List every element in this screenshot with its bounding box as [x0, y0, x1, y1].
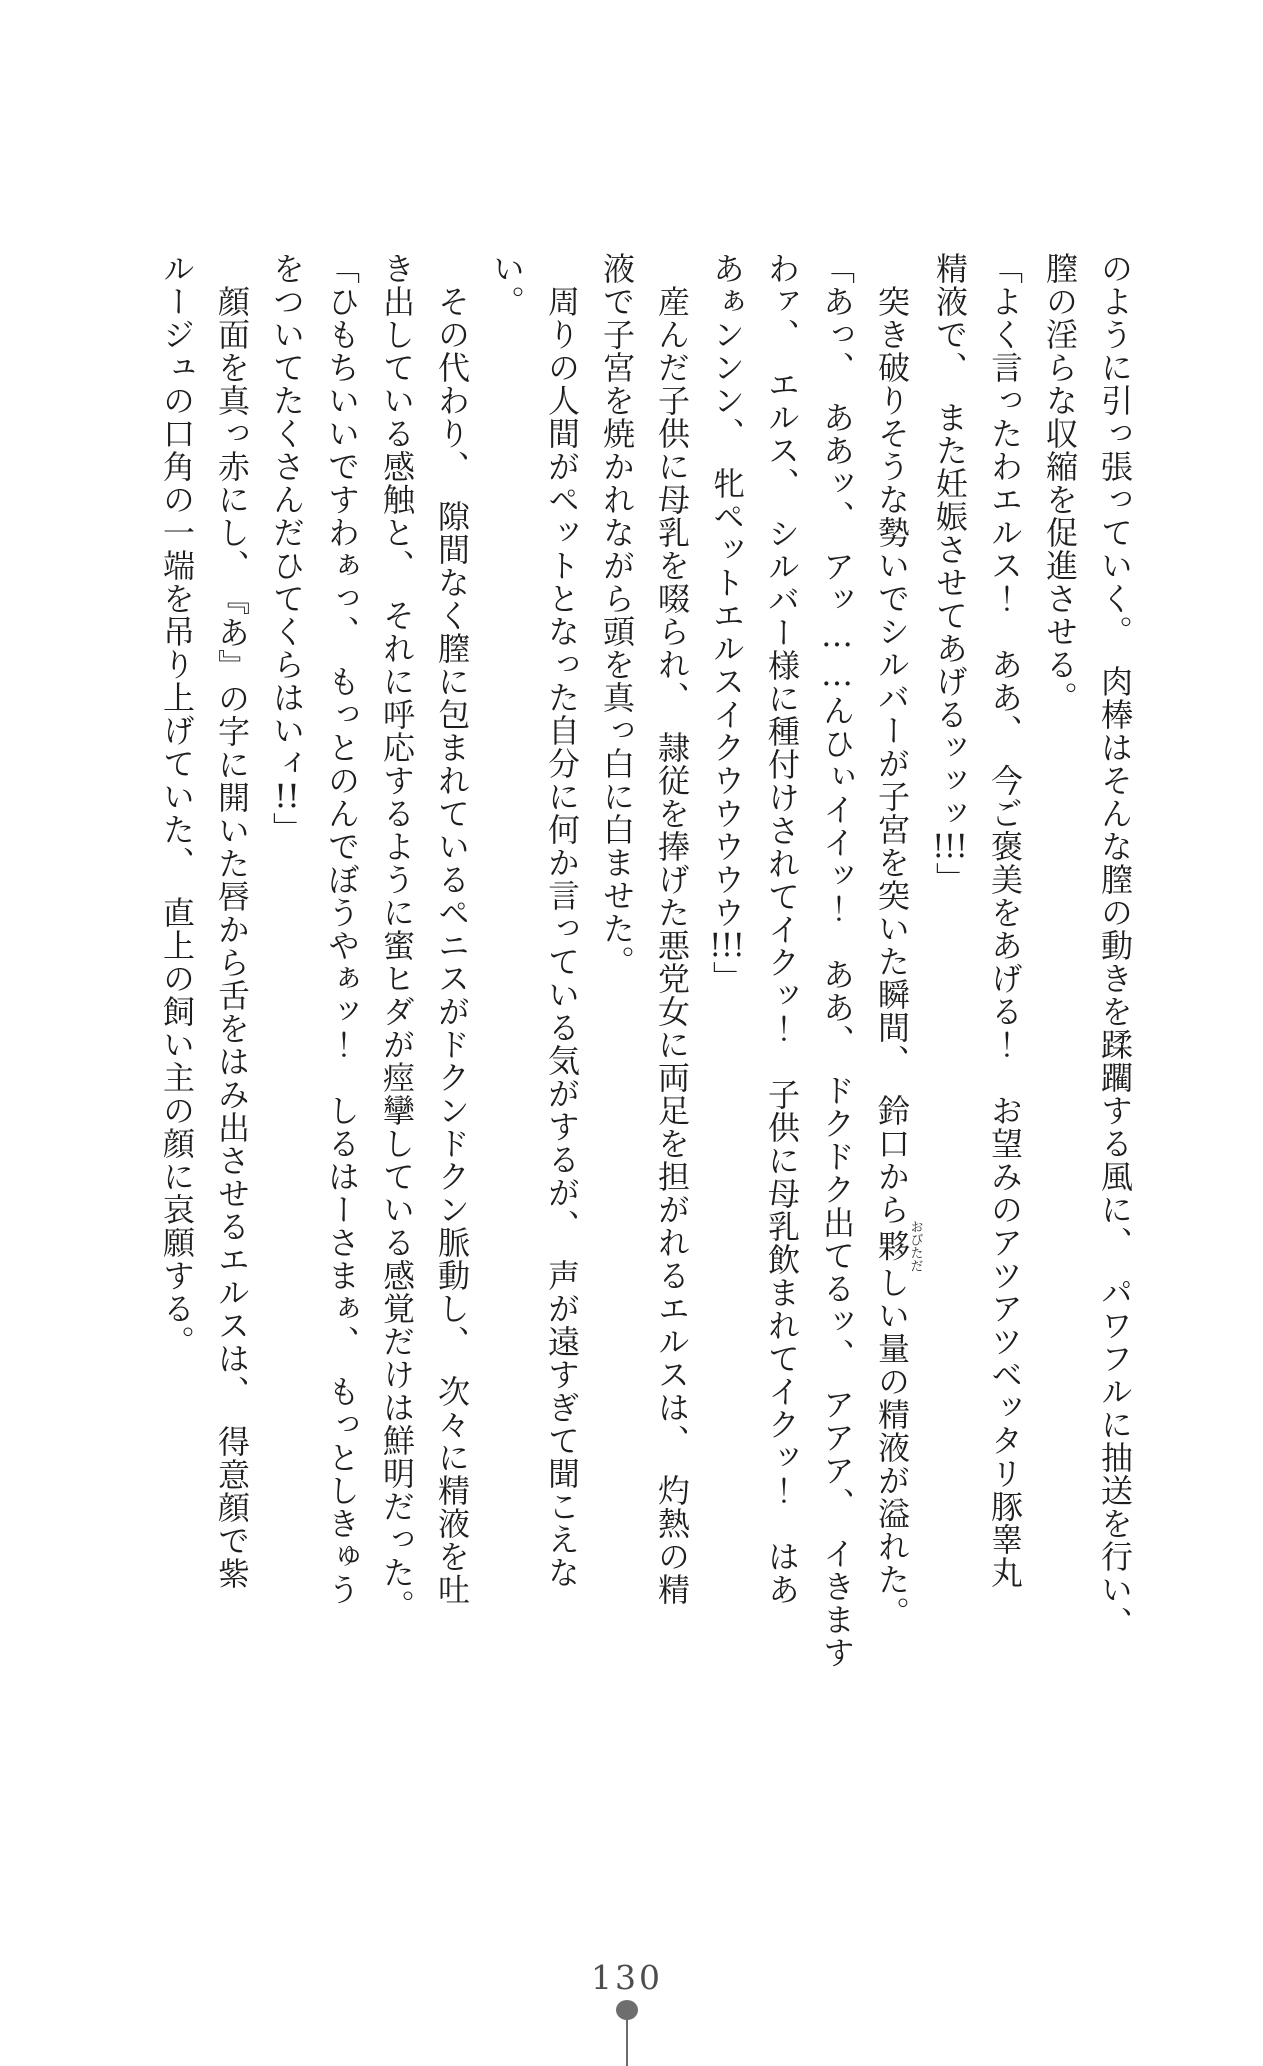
text-line-12: い。	[488, 252, 526, 318]
bookmark-ornament-dot	[616, 2000, 638, 2020]
text-line-4	[922, 252, 977, 1752]
exclamation-tatechuyoko: !!	[274, 780, 300, 812]
text-line-5	[864, 252, 922, 1752]
text-segment: 」	[708, 961, 746, 994]
exclamation-tatechuyoko: !!!	[709, 929, 745, 961]
text-line-6: 「あっ、 ああッ、 アッ……んひぃイイッ！ ああ、 ドクドク出てるッ、 アアア、 イきます	[818, 252, 856, 1669]
text-line-8	[699, 252, 754, 1752]
text-line-3: 「よく言ったわエルス！ ああ、 今ご褒美をあげる！ お望みのアツアツベッタリ豚睾丸	[986, 252, 1024, 1589]
text-line-14: き出している感触と、 それに呼応するように蜜ヒダが痙攣している感覚だけは鮮明だった。	[378, 252, 416, 1622]
text-segment: 」	[268, 812, 306, 845]
text-line-16	[259, 252, 314, 1752]
text-line-7: わァ、 エルス、 シルバー様に種付けされてイクッ！ 子供に母乳飲まれてイクッ！ はあ	[763, 252, 801, 1606]
page-text	[149, 252, 1142, 1752]
text-line-17: 顔面を真っ赤にし、 『あ』の字に開いた唇から舌をはみ出させるエルスは、 得意顔で紫	[213, 252, 251, 1590]
furigana: おびただ	[907, 1220, 923, 1272]
text-segment: 精液で、 また妊娠させてあげるッッッ	[931, 252, 969, 830]
text-segment: しい量の精液が溢れた。	[873, 1266, 911, 1629]
text-line-18: ルージュの口角の一端を吊り上げていた、 直上の飼い主の顔に哀願する。	[158, 252, 196, 1358]
text-segment: あぁンンン、 牝ペットエルスイクウウウウウ	[708, 252, 746, 929]
ruby-annotation	[873, 1220, 923, 1272]
text-line-9: 産んだ子供に母乳を啜られ、 隷従を捧げた悪党女に両足を担がれるエルスは、 灼熱の精	[653, 252, 691, 1606]
ruby-base: 夥	[873, 1220, 911, 1272]
text-line-10: 液で子宮を焼かれながら頭を真っ白に白ませた。	[598, 252, 636, 978]
text-line-13: その代わり、 隙間なく膣に包まれているペニスがドクンドクン脈動し、 次々に精液を吐	[433, 252, 471, 1606]
text-segment: 突き破りそうな勢いでシルバーが子宮を突いた瞬間、 鈴口から	[873, 252, 911, 1226]
exclamation-tatechuyoko: !!!	[932, 830, 968, 862]
text-line-2: 膣の淫らな収縮を促進させる。	[1041, 252, 1079, 714]
text-line-11: 周りの人間がペットとなった自分に何か言っている気がするが、 声が遠すぎて聞こえな	[543, 252, 581, 1589]
text-line-1: のように引っ張っていく。 肉棒はそんな膣の動きを蹂躙する風に、 パワフルに抽送を行い、	[1096, 252, 1134, 1639]
page-number: 130	[591, 1958, 663, 1997]
text-line-15: 「ひもちいいですわぁっ、 もっとのんでぼうやぁッ！ しるはーさまぁ、 もっとしきゅう	[323, 252, 361, 1606]
text-segment: 」	[931, 862, 969, 895]
text-segment: をついてたくさんだひてくらはいィ	[268, 252, 306, 780]
